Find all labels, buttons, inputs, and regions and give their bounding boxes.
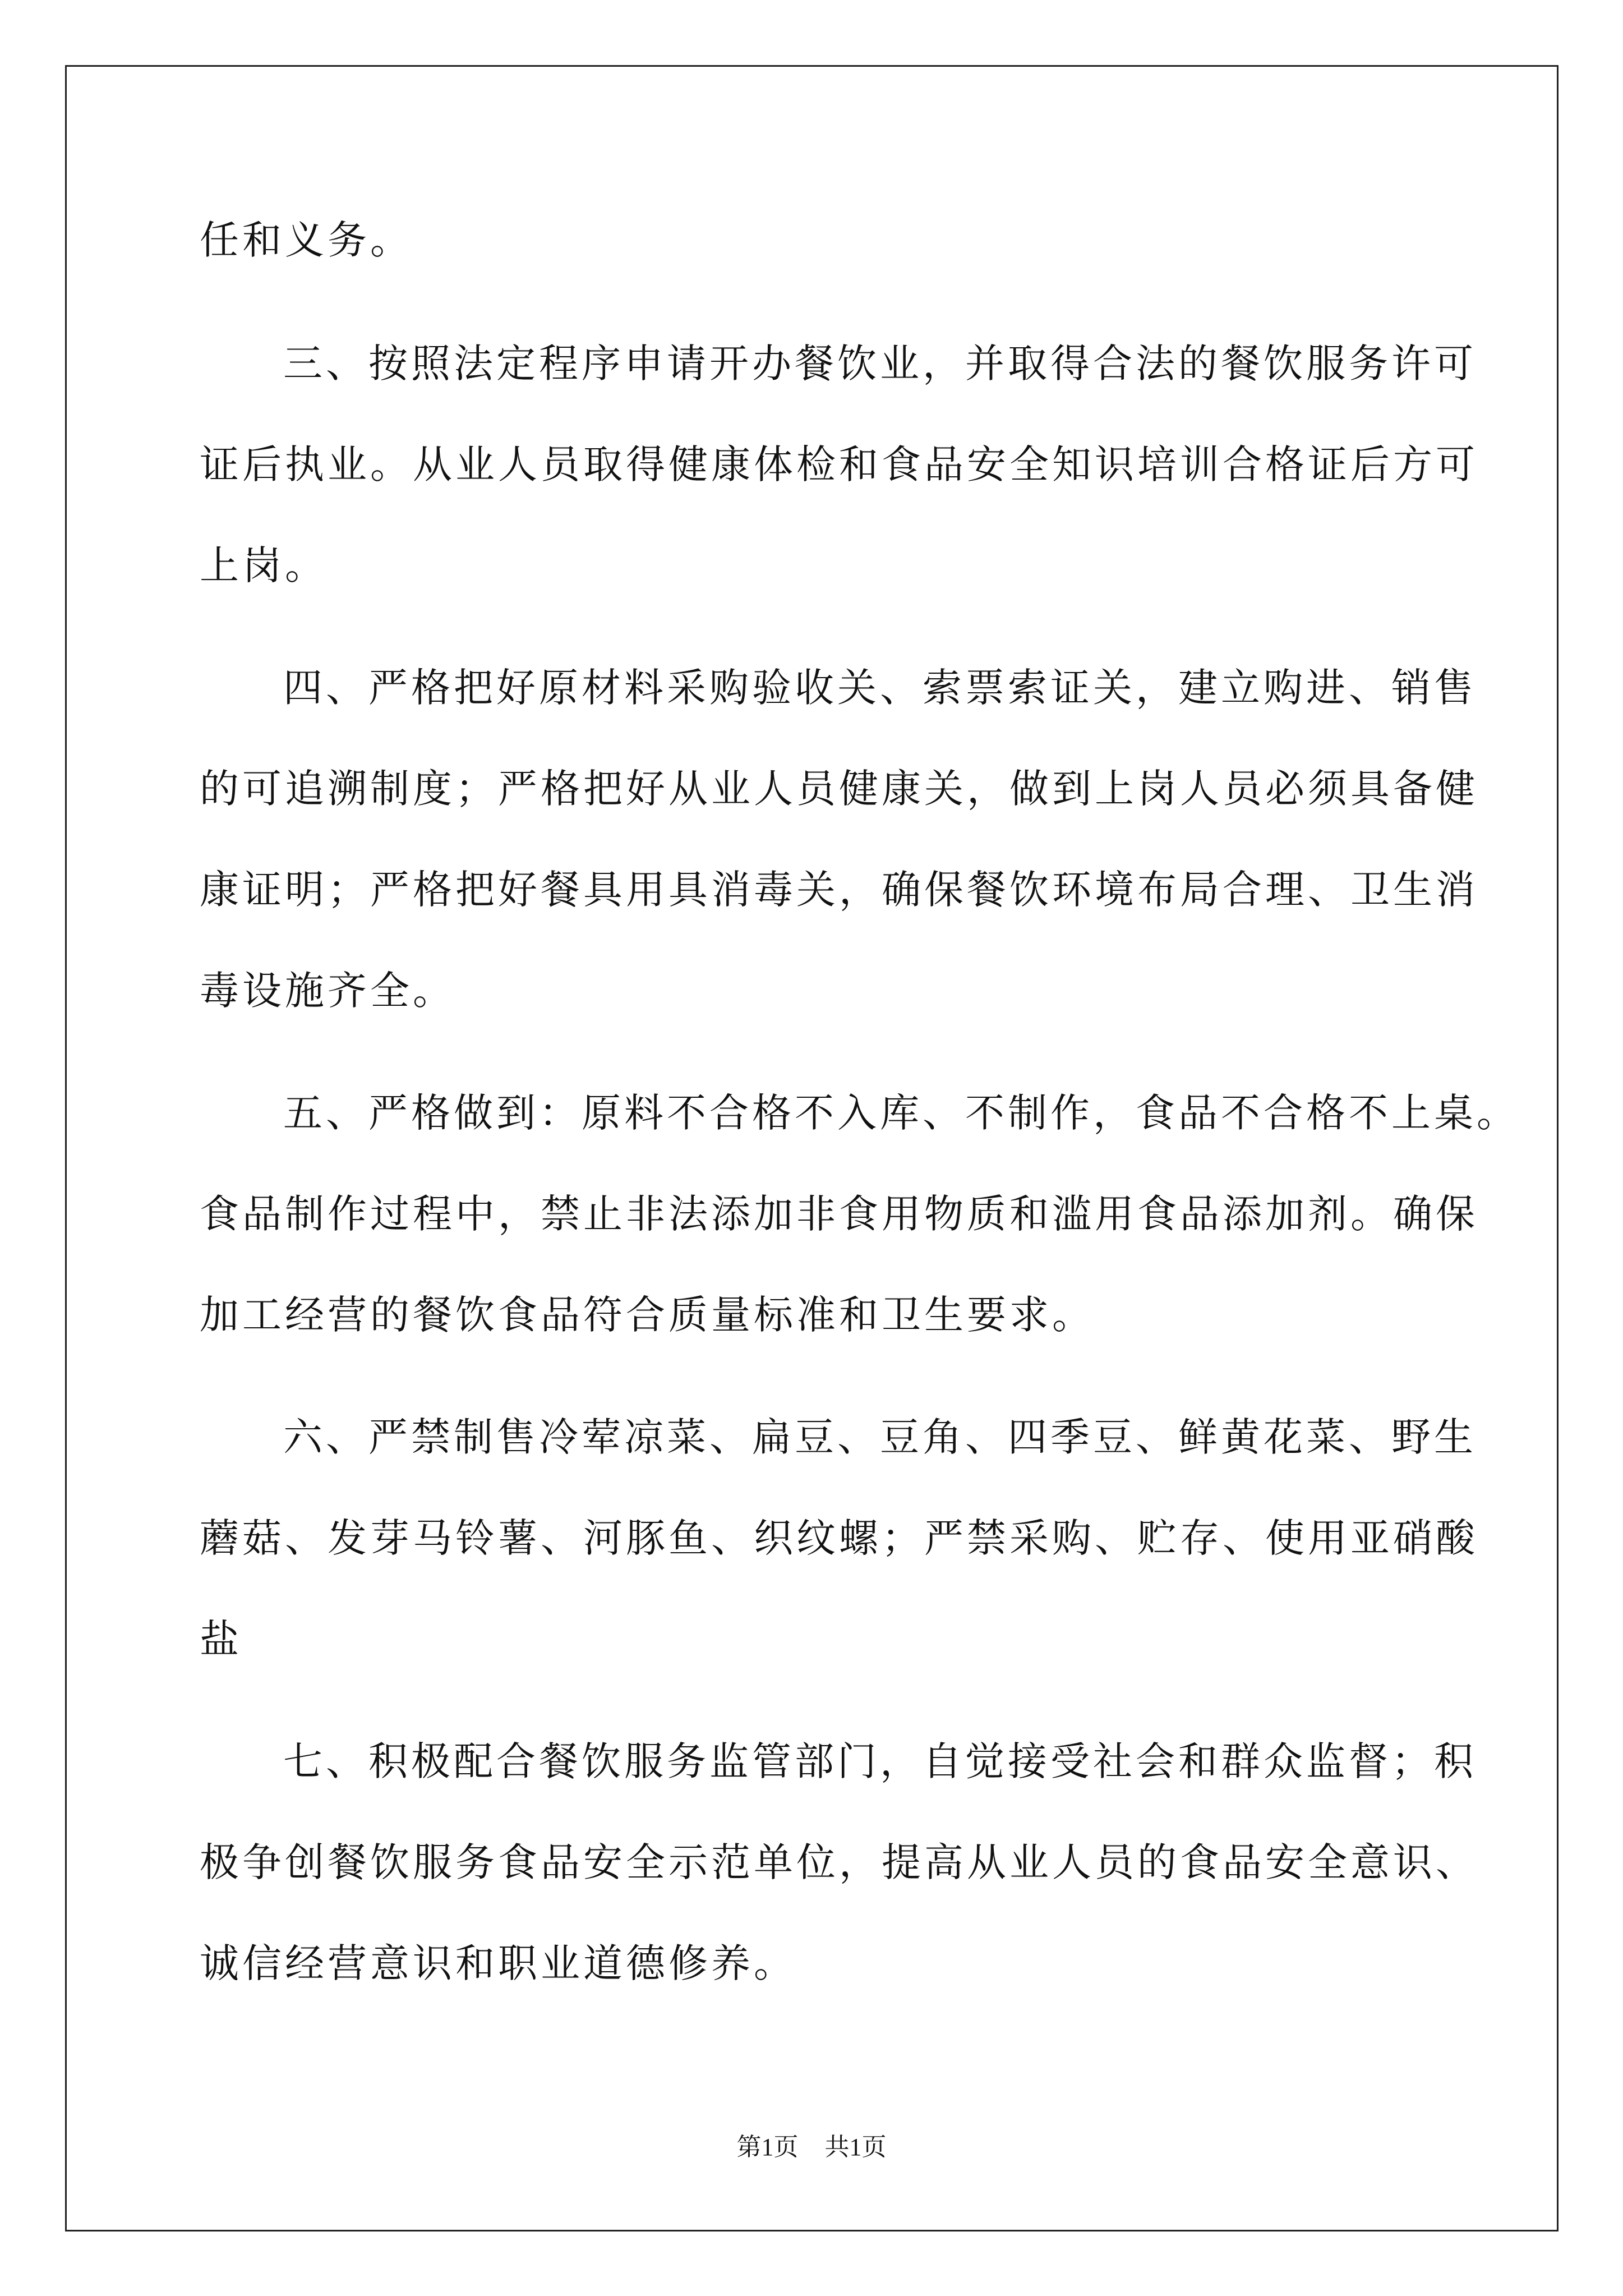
text-line: 毒设施齐全。 <box>200 968 455 1014</box>
total-pages: 共1页 <box>824 2133 887 2161</box>
text-line: 康证明；严格把好餐具用具消毒关，确保餐饮环境布局合理、卫生消 <box>200 867 1478 913</box>
paragraph-5-line: 五、严格做到：原料不合格不入库、不制作，食品不合格不上桌。 <box>283 1090 1519 1136</box>
text-line: 极争创餐饮服务食品安全示范单位，提高从业人员的食品安全意识、 <box>200 1839 1478 1885</box>
text-line: 食品制作过程中，禁止非法添加非食用物质和滥用食品添加剂。确保 <box>200 1191 1478 1237</box>
text-line: 诚信经营意识和职业道德修养。 <box>200 1940 796 1986</box>
paragraph-7-line: 七、积极配合餐饮服务监管部门，自觉接受社会和群众监督；积 <box>283 1738 1477 1784</box>
text-line: 的可追溯制度；严格把好从业人员健康关，做到上岗人员必须具备健 <box>200 766 1478 812</box>
paragraph-6-line: 六、严禁制售冷荤凉菜、扁豆、豆角、四季豆、鲜黄花菜、野生 <box>283 1414 1477 1460</box>
paragraph-3-line: 三、按照法定程序申请开办餐饮业，并取得合法的餐饮服务许可 <box>283 341 1477 386</box>
text-line: 证后执业。从业人员取得健康体检和食品安全知识培训合格证后方可 <box>200 441 1478 487</box>
paragraph-4-line: 四、严格把好原材料采购验收关、索票索证关，建立购进、销售 <box>283 665 1477 711</box>
page-border <box>65 65 1559 2231</box>
text-line: 蘑菇、发芽马铃薯、河豚鱼、织纹螺；严禁采购、贮存、使用亚硝酸 <box>200 1515 1478 1561</box>
text-line: 盐 <box>200 1616 242 1662</box>
page-number: 第1页 <box>736 2133 799 2161</box>
text-line: 加工经营的餐饮食品符合质量标准和卫生要求。 <box>200 1292 1095 1338</box>
page-footer <box>0 2132 1623 2163</box>
text-line: 上岗。 <box>200 542 328 588</box>
text-line: 任和义务。 <box>200 217 413 263</box>
